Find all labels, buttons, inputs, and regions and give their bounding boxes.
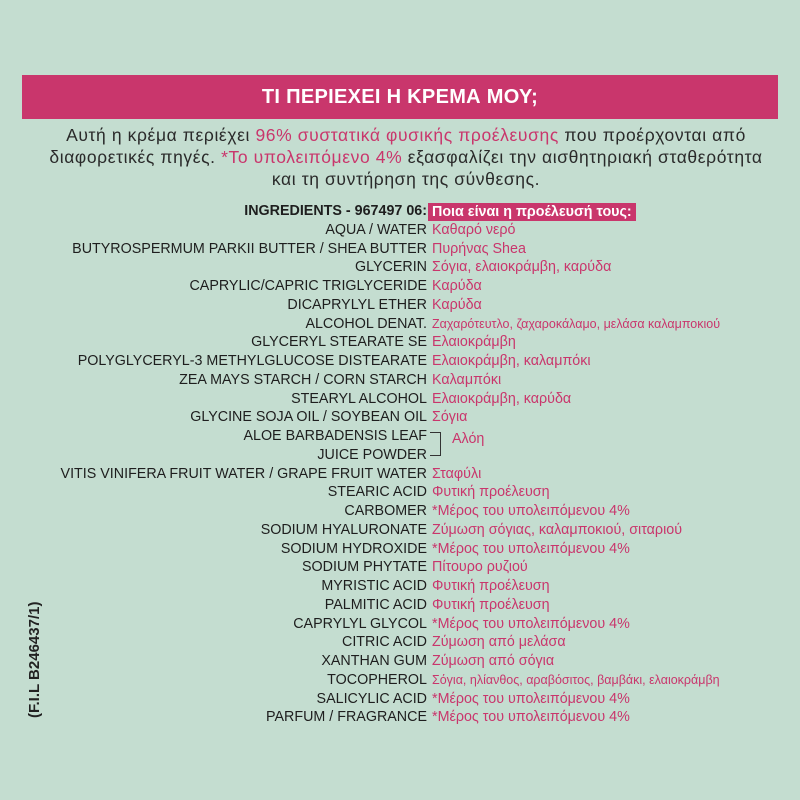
table-row: [0, 315, 800, 334]
ingredient-name: XANTHAN GUM: [321, 653, 427, 669]
ingredient-name: SALICYLIC ACID: [316, 690, 427, 707]
table-row: [0, 446, 800, 465]
ingredient-origin: Φυτική προέλευση: [432, 484, 550, 501]
ingredient-name: SODIUM PHYTATE: [302, 559, 427, 576]
intro-highlight-natural: 96% συστατικά φυσικής προέλευσης: [255, 125, 559, 145]
ingredient-origin: Ζύμωση από μελάσα: [432, 634, 566, 651]
ingredient-name: GLYCINE SOJA OIL / SOYBEAN OIL: [190, 409, 427, 426]
table-row: [0, 633, 800, 652]
ingredient-name: SODIUM HYALURONATE: [260, 521, 427, 538]
ingredient-origin: Σόγια: [432, 409, 468, 426]
ingredient-name: AQUA / WATER: [325, 221, 427, 238]
ingredient-origin: Φυτική προέλευση: [432, 596, 550, 613]
ingredient-name: DICAPRYLYL ETHER: [287, 296, 427, 313]
ingredient-name: GLYCERIN: [354, 259, 427, 276]
table-row: [0, 671, 800, 690]
ingredient-origin: *Μέρος του υπολειπόμενου 4%: [432, 540, 630, 557]
ingredient-name: GLYCERYL STEARATE SE: [251, 334, 427, 351]
ingredient-origin: Ζαχαρότευτλο, ζαχαροκάλαμο, μελάσα καλαμποκιού: [432, 316, 721, 331]
ingredient-name: POLYGLYCERYL-3 METHYLGLUCOSE DISTEARATE: [77, 353, 427, 369]
table-row: [0, 352, 800, 371]
section-title-banner: [22, 75, 778, 119]
batch-code: (F.I.L B246437/1): [26, 601, 43, 718]
ingredient-origin: Ελαιοκράμβη, καλαμπόκι: [432, 353, 591, 369]
ingredient-name: TOCOPHEROL: [327, 671, 427, 688]
table-row: [0, 258, 800, 277]
table-row: [0, 521, 800, 540]
ingredient-name: PARFUM / FRAGRANCE: [266, 709, 427, 726]
ingredient-name: CAPRYLYL GLYCOL: [293, 615, 427, 632]
ingredient-origin: *Μέρος του υπολειπόμενου 4%: [432, 690, 630, 707]
ingredient-origin: Φυτική προέλευση: [432, 578, 550, 594]
ingredient-origin: Καρύδα: [432, 296, 482, 313]
table-row: [0, 596, 800, 615]
ingredient-origin: Καλαμπόκι: [432, 371, 502, 388]
intro-paragraph: [36, 124, 776, 190]
ingredient-name: ALCOHOL DENAT.: [305, 315, 427, 332]
ingredient-name: SODIUM HYDROXIDE: [280, 540, 427, 557]
intro-text-1: Αυτή η κρέμα περιέχει: [66, 125, 256, 145]
table-row: [0, 615, 800, 634]
table-row: [0, 652, 800, 671]
table-row: [0, 690, 800, 709]
ingredient-name: VITIS VINIFERA FRUIT WATER / GRAPE FRUIT WATER: [60, 465, 427, 482]
table-row: [0, 708, 800, 727]
table-row: [0, 502, 800, 521]
table-row: [0, 371, 800, 390]
ingredient-origin: Πίτουρο ρυζιού: [432, 559, 528, 576]
table-row: [0, 577, 800, 596]
ingredient-name: PALMITIC ACID: [324, 596, 427, 613]
ingredient-name: STEARIC ACID: [327, 484, 427, 501]
ingredient-origin: Καρύδα: [432, 278, 482, 294]
ingredient-name: BUTYROSPERMUM PARKII BUTTER / SHEA BUTTER: [72, 240, 427, 257]
ingredient-name: ZEA MAYS STARCH / CORN STARCH: [179, 371, 427, 388]
ingredient-origin: Ζύμωση σόγιας, καλαμποκιού, σιταριού: [432, 521, 683, 538]
ingredient-name: JUICE POWDER: [317, 446, 427, 463]
table-row: [0, 277, 800, 296]
ingredient-name: CAPRYLIC/CAPRIC TRIGLYCERIDE: [189, 278, 427, 294]
ingredient-origin: Σόγια, ελαιοκράμβη, καρύδα: [432, 259, 612, 276]
ingredient-origin: Καθαρό νερό: [432, 221, 516, 238]
ingredient-name: STEARYL ALCOHOL: [291, 390, 427, 407]
intro-highlight-remaining: *Το υπολειπόμενο 4%: [221, 147, 403, 167]
ingredients-header: INGREDIENTS - 967497 06:: [244, 203, 427, 219]
table-row: [0, 483, 800, 502]
intro-text-3: εξασφαλίζει την αισθητηριακή σταθερότητα και τη συντήρηση της σύνθεσης.: [271, 147, 763, 189]
table-row: [0, 296, 800, 315]
origin-header: Ποια είναι η προέλευσή τους:: [428, 203, 636, 221]
table-row: [0, 540, 800, 559]
ingredient-origin: Ζύμωση από σόγια: [432, 653, 555, 669]
table-row: [0, 427, 800, 446]
ingredient-origin: Αλόη: [452, 431, 485, 447]
ingredient-name: ALOE BARBADENSIS LEAF: [243, 428, 427, 444]
ingredient-origin: *Μέρος του υπολειπόμενου 4%: [432, 503, 630, 519]
ingredient-name: CARBOMER: [344, 503, 427, 519]
ingredient-origin: *Μέρος του υπολειπόμενου 4%: [432, 709, 630, 726]
table-header: [0, 202, 800, 221]
ingredient-origin: *Μέρος του υπολειπόμενου 4%: [432, 615, 630, 632]
ingredient-name: CITRIC ACID: [342, 634, 427, 651]
aloe-bracket: [430, 432, 441, 456]
ingredient-name: MYRISTIC ACID: [321, 578, 427, 594]
ingredient-origin: Πυρήνας Shea: [432, 240, 526, 257]
ingredient-origin: Ελαιοκράμβη, καρύδα: [432, 390, 572, 407]
table-row: [0, 390, 800, 409]
intro-text-2: που προέρχονται από διαφορετικές πηγές.: [49, 125, 746, 167]
table-row: [0, 240, 800, 259]
banner-title: ΤΙ ΠΕΡΙΕΧΕΙ Η ΚΡΕΜΑ ΜΟΥ;: [261, 85, 539, 108]
table-row: [0, 558, 800, 577]
table-row: [0, 408, 800, 427]
table-row: [0, 221, 800, 240]
ingredient-origin: Σόγια, ηλίανθος, αραβόσιτος, βαμβάκι, ελαιοκράμβη: [432, 672, 720, 687]
table-row: [0, 333, 800, 352]
ingredient-origin: Ελαιοκράμβη: [432, 334, 516, 351]
table-row: [0, 465, 800, 484]
ingredient-origin: Σταφύλι: [432, 465, 482, 482]
